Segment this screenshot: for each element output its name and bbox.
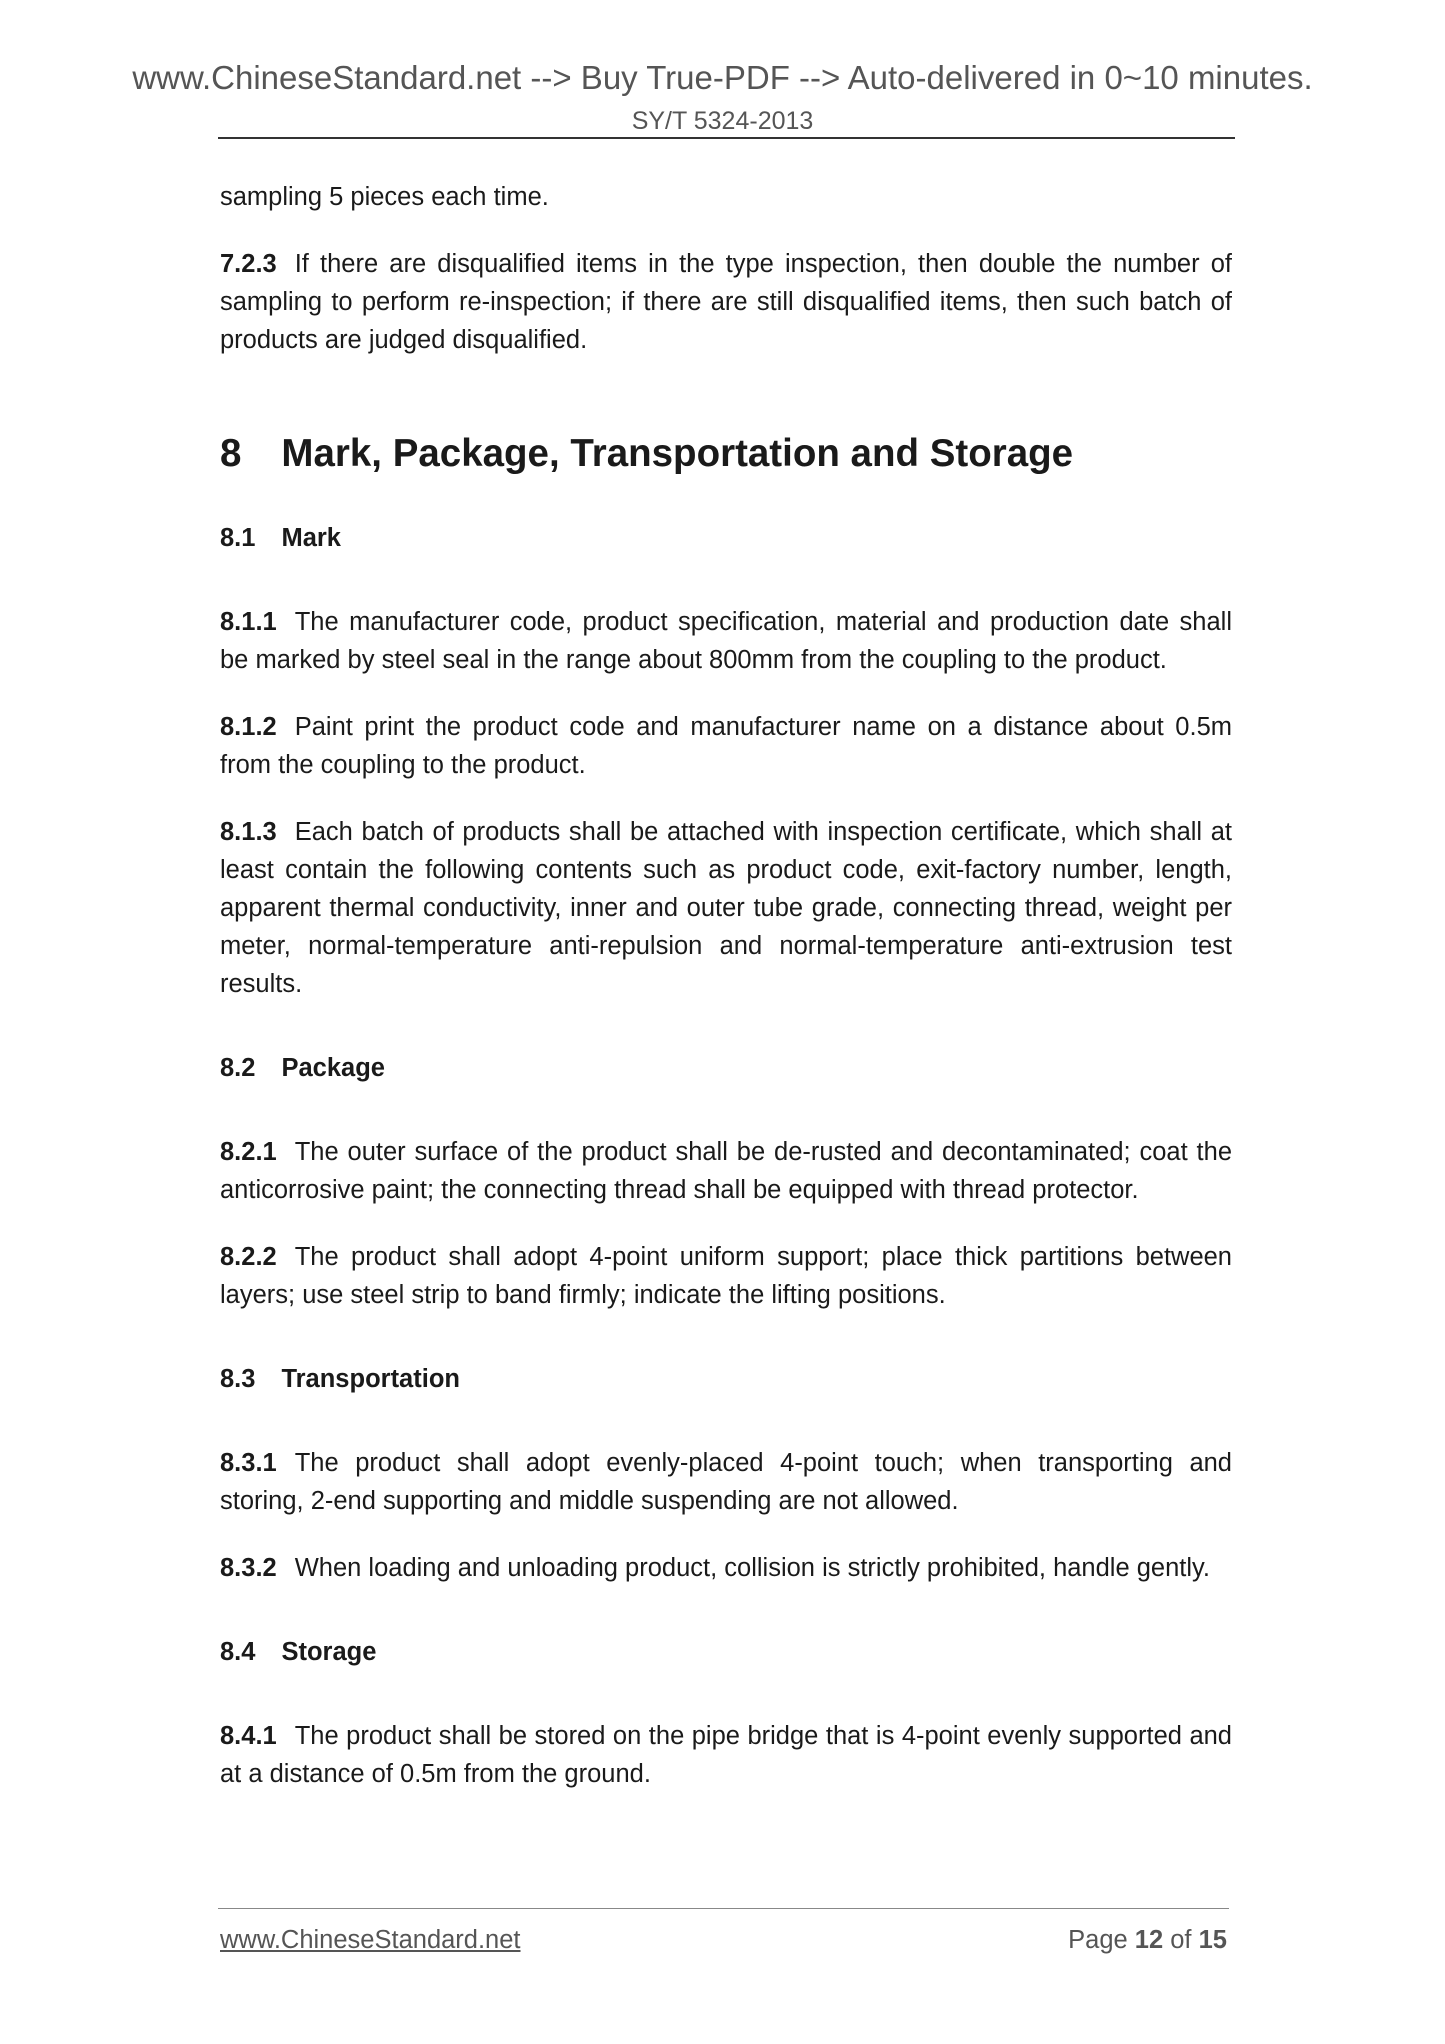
subsection-title: Mark [281,524,341,552]
standard-code: SY/T 5324-2013 [631,107,814,135]
clause-text: Paint print the product code and manufacturer name on a distance about 0.5m from the coupling to the product. [220,713,1232,779]
clause-number: 8.1.1 [220,608,277,636]
clause-text: The outer surface of the product shall be de-rusted and decontaminated; coat the anticorrosive paint; the connecting thread shall be equipped with thread protector. [220,1138,1232,1204]
page-indicator [1068,1924,1227,1956]
clause-8-3-1 [220,1444,1232,1520]
subsection-number: 8.3 [220,1365,256,1393]
clause-number: 8.1.3 [220,818,277,846]
section-heading-8 [220,431,1232,477]
clause-text: The product shall adopt 4-point uniform support; place thick partitions between layers; use steel strip to band firmly; indicate the lifting positions. [220,1243,1232,1309]
clause-8-1-3 [220,813,1232,1003]
footer-website-link[interactable]: www.ChineseStandard.net [220,1926,521,1954]
subsection-heading-8-4 [220,1633,1232,1671]
subsection-heading-8-3 [220,1360,1232,1398]
clause-text: The product shall be stored on the pipe bridge that is 4-point evenly supported and at a distance of 0.5m from the ground. [220,1722,1232,1788]
footer-divider [218,1908,1229,1909]
clause-8-3-2 [220,1549,1232,1587]
clause-8-2-2 [220,1238,1232,1314]
clause-number: 8.4.1 [220,1722,277,1750]
subsection-heading-8-1 [220,519,1232,557]
section-number: 8 [220,432,242,475]
header-divider [218,137,1235,139]
clause-8-1-2 [220,708,1232,784]
top-banner: www.ChineseStandard.net --> Buy True-PDF --> Auto-delivered in 0~10 minutes. [132,59,1313,96]
clause-8-1-1 [220,603,1232,679]
clause-8-2-1 [220,1133,1232,1209]
clause-number: 8.2.1 [220,1138,277,1166]
page-number: 12 [1134,1926,1164,1954]
clause-number: 8.3.2 [220,1554,277,1582]
clause-text: The product shall adopt evenly-placed 4-point touch; when transporting and storing, 2-end supporting and middle suspending are not allowed. [220,1449,1232,1515]
subsection-title: Storage [281,1638,377,1666]
page-body [220,178,1232,1822]
clause-number: 8.2.2 [220,1243,277,1271]
subsection-number: 8.4 [220,1638,256,1666]
clause-7-2-3 [220,245,1232,359]
clause-number: 8.3.1 [220,1449,277,1477]
clause-number: 8.1.2 [220,713,277,741]
subsection-title: Transportation [281,1365,460,1393]
clause-8-4-1 [220,1717,1232,1793]
subsection-heading-8-2 [220,1049,1232,1087]
section-title: Mark, Package, Transportation and Storage [281,432,1074,475]
clause-number: 7.2.3 [220,250,277,278]
clause-text: Each batch of products shall be attached with inspection certificate, which shall at least contain the following contents such as product code, exit-factory number, length, apparent thermal conductivity, inner and outer tube grade, connecting thread, weight per meter, normal-temperature anti-repulsion and normal-temperature anti-extrusion test results. [220,818,1232,998]
clause-text: When loading and unloading product, collision is strictly prohibited, handle gently. [294,1554,1210,1582]
subsection-title: Package [281,1054,385,1082]
page-label: Page [1068,1926,1128,1954]
clause-text: If there are disqualified items in the type inspection, then double the number of sampling to perform re-inspection; if there are still disqualified items, then such batch of products are judged disqualified. [220,250,1232,354]
clause-text: The manufacturer code, product specification, material and production date shall be marked by steel seal in the range about 800mm from the coupling to the product. [220,608,1232,674]
subsection-number: 8.2 [220,1054,256,1082]
subsection-number: 8.1 [220,524,256,552]
page-total: 15 [1198,1926,1227,1954]
paragraph-continuation: sampling 5 pieces each time. [220,183,549,211]
of-label: of [1170,1926,1192,1954]
